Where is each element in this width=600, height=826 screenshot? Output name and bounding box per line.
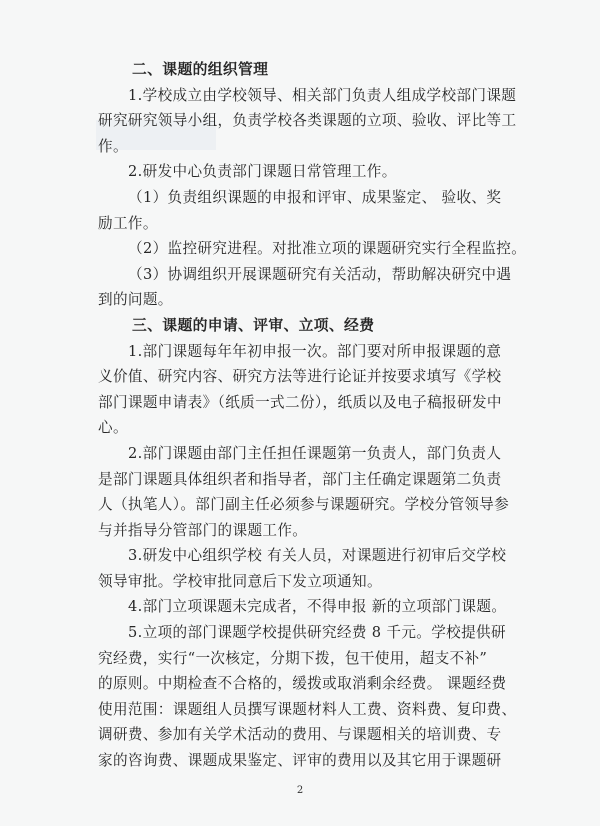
text-line: 研究研究领导小组，负责学校各类课题的立项、验收、评比等工 (98, 112, 517, 130)
text-line: 家的咨询费、课题成果鉴定、评审的费用以及其它用于课题研 (98, 752, 502, 770)
text-line: 作。 (98, 137, 128, 155)
text-line: 究经费，实行“一次核定，分期下拨，包干使用，超支不补” (98, 649, 488, 667)
text-line: 人（执笔人）。部门副主任必须参与课题研究。学校分管领导参 (98, 496, 510, 514)
text-line: 领导审批。学校审批同意后下发立项通知。 (98, 572, 382, 590)
text-line: 的原则。中期检查不合格的，缓拨或取消剩余经费。 课题经费 (98, 675, 507, 693)
text-line: 使用范围：课题组人员撰写课题材料人工费、资料费、复印费、 (98, 700, 517, 718)
text-line: （3）协调组织开展课题研究有关活动，帮助解决研究中遇 (128, 265, 512, 283)
document-body (98, 57, 540, 774)
text-line: 1.部门课题每年年初申报一次。部门要对所申报课题的意 (128, 342, 502, 360)
text-line: 1.学校成立由学校领导、相关部门负责人组成学校部门课题 (128, 86, 517, 104)
text-line: 部门课题申请表》（纸质一式二份），纸质以及电子稿报研发中 (98, 393, 502, 411)
text-line: 与并指导分管部门的课题工作。 (98, 521, 308, 539)
text-line: （1）负责组织课题的申报和评审、成果鉴定、 验收、奖 (128, 188, 502, 206)
section-heading: 三、课题的申请、评审、立项、经费 (132, 316, 375, 334)
text-line: 3.研发中心组织学校 有关人员，对课题进行初审后交学校 (128, 547, 507, 565)
text-line: 调研费、参加有关学术活动的费用、与课题相关的培训费、专 (98, 726, 502, 744)
text-line: 2.部门课题由部门主任担任课题第一负责人，部门负责人 (128, 444, 502, 462)
text-line: 是部门课题具体组织者和指导者，部门主任确定课题第二负责 (98, 470, 502, 488)
text-line: 励工作。 (98, 214, 158, 232)
section-heading: 二、课题的组织管理 (132, 61, 269, 78)
text-line: 义价值、研究内容、研究方法等进行论证并按要求填写《学校 (98, 368, 502, 386)
text-line: 到的问题。 (98, 291, 173, 309)
text-line: 2.研发中心负责部门课题日常管理工作。 (128, 163, 397, 181)
text-line: （2）监控研究进程。对批准立项的课题研究实行全程监控。 (128, 240, 527, 258)
text-line: 4.部门立项课题未完成者，不得申报 新的立项部门课题。 (128, 598, 507, 616)
page-number: 2 (296, 785, 304, 796)
text-line: 5.立项的部门课题学校提供研究经费 8 千元。学校提供研 (128, 624, 506, 642)
text-line: 心。 (98, 419, 128, 437)
